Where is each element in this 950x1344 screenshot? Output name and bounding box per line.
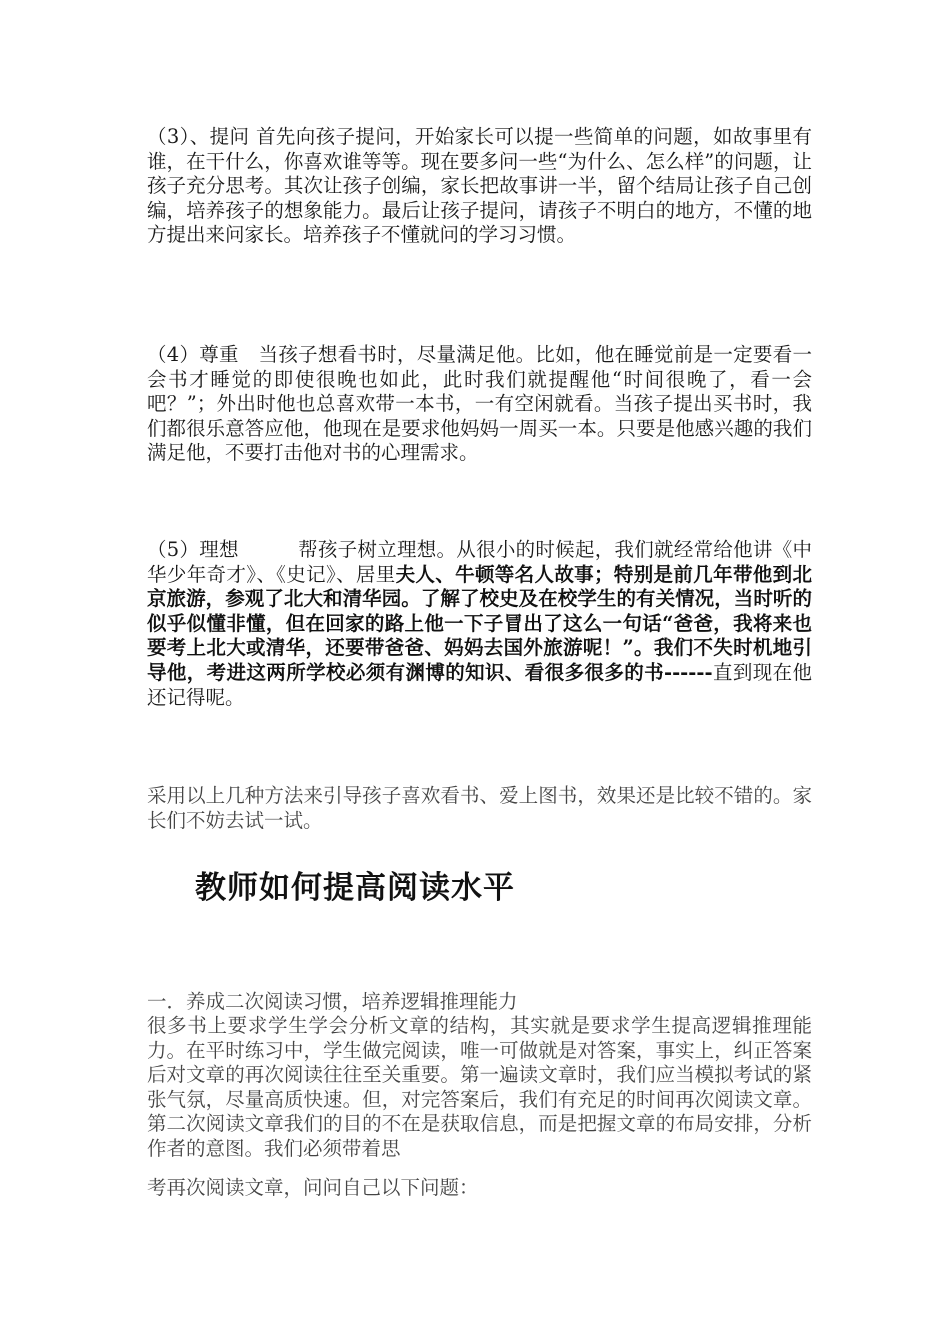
paragraph-5-ideals xyxy=(147,538,812,710)
paragraph-5-intro: （5）理想 帮孩子树立理想。从很小的时候起，我们就经常给他讲《中华少年奇才》、《史记》、居里 xyxy=(147,538,812,586)
paragraph-5-ending: 直到现在他还记得呢。 xyxy=(147,660,812,709)
paragraph-4-respect: （4）尊重 当孩子想看书时，尽量满足他。比如，他在睡觉前是一定要看一会书才睡觉的即使很晚也如此，此时我们就提醒他“时间很晚了，看一会吧？”；外出时他也总喜欢带一本书，一有空闲就看。当孩子提出买书时，我们都很乐意答应他，他现在是要求他妈妈一周买一本。只要是他感兴趣的我们满足他，不要打击他对书的心理需求。 xyxy=(147,343,812,465)
section-1-heading: 一．养成二次阅读习惯，培养逻辑推理能力 xyxy=(147,990,518,1013)
section-1-last-line: 考再次阅读文章，问问自己以下问题： xyxy=(147,1176,479,1199)
section-title: 教师如何提高阅读水平 xyxy=(195,870,515,906)
paragraph-5-bold-story: 夫人、牛顿等名人故事；特别是前几年带他到北京旅游，参观了北大和清华园。了解了校史及在校学生的有关情况，当时听的似乎似懂非懂，但在回家的路上他一下子冒出了这么一句话“爸爸，我将来也要考上北大或清华，还要带爸爸、妈妈去国外旅游呢！”。我们不失时机地引导他，考进这两所学校必须有渊博的知识、看很多很多的书------ xyxy=(147,562,812,684)
paragraph-3-questioning: （3）、提问 首先向孩子提问，开始家长可以提一些简单的问题，如故事里有谁，在干什么，你喜欢谁等等。现在要多问一些“为什么、怎么样”的问题，让孩子充分思考。其次让孩子创编，家长把故事讲一半，留个结局让孩子自己创编，培养孩子的想象能力。最后让孩子提问，请孩子不明白的地方，不懂的地方提出来问家长。培养孩子不懂就问的学习习惯。 xyxy=(147,125,812,247)
summary-paragraph: 采用以上几种方法来引导孩子喜欢看书、爱上图书，效果还是比较不错的。家长们不妨去试一试。 xyxy=(147,784,812,832)
section-1-body: 很多书上要求学生学会分析文章的结构，其实就是要求学生提高逻辑推理能力。在平时练习中，学生做完阅读，唯一可做就是对答案，事实上，纠正答案后对文章的再次阅读往往至关重要。第一遍读文章时，我们应当模拟考试的紧张气氛，尽量高质快速。但，对完答案后，我们有充足的时间再次阅读文章。第二次阅读文章我们的目的不在是获取信息，而是把握文章的布局安排，分析作者的意图。我们必须带着思 xyxy=(147,1014,812,1160)
